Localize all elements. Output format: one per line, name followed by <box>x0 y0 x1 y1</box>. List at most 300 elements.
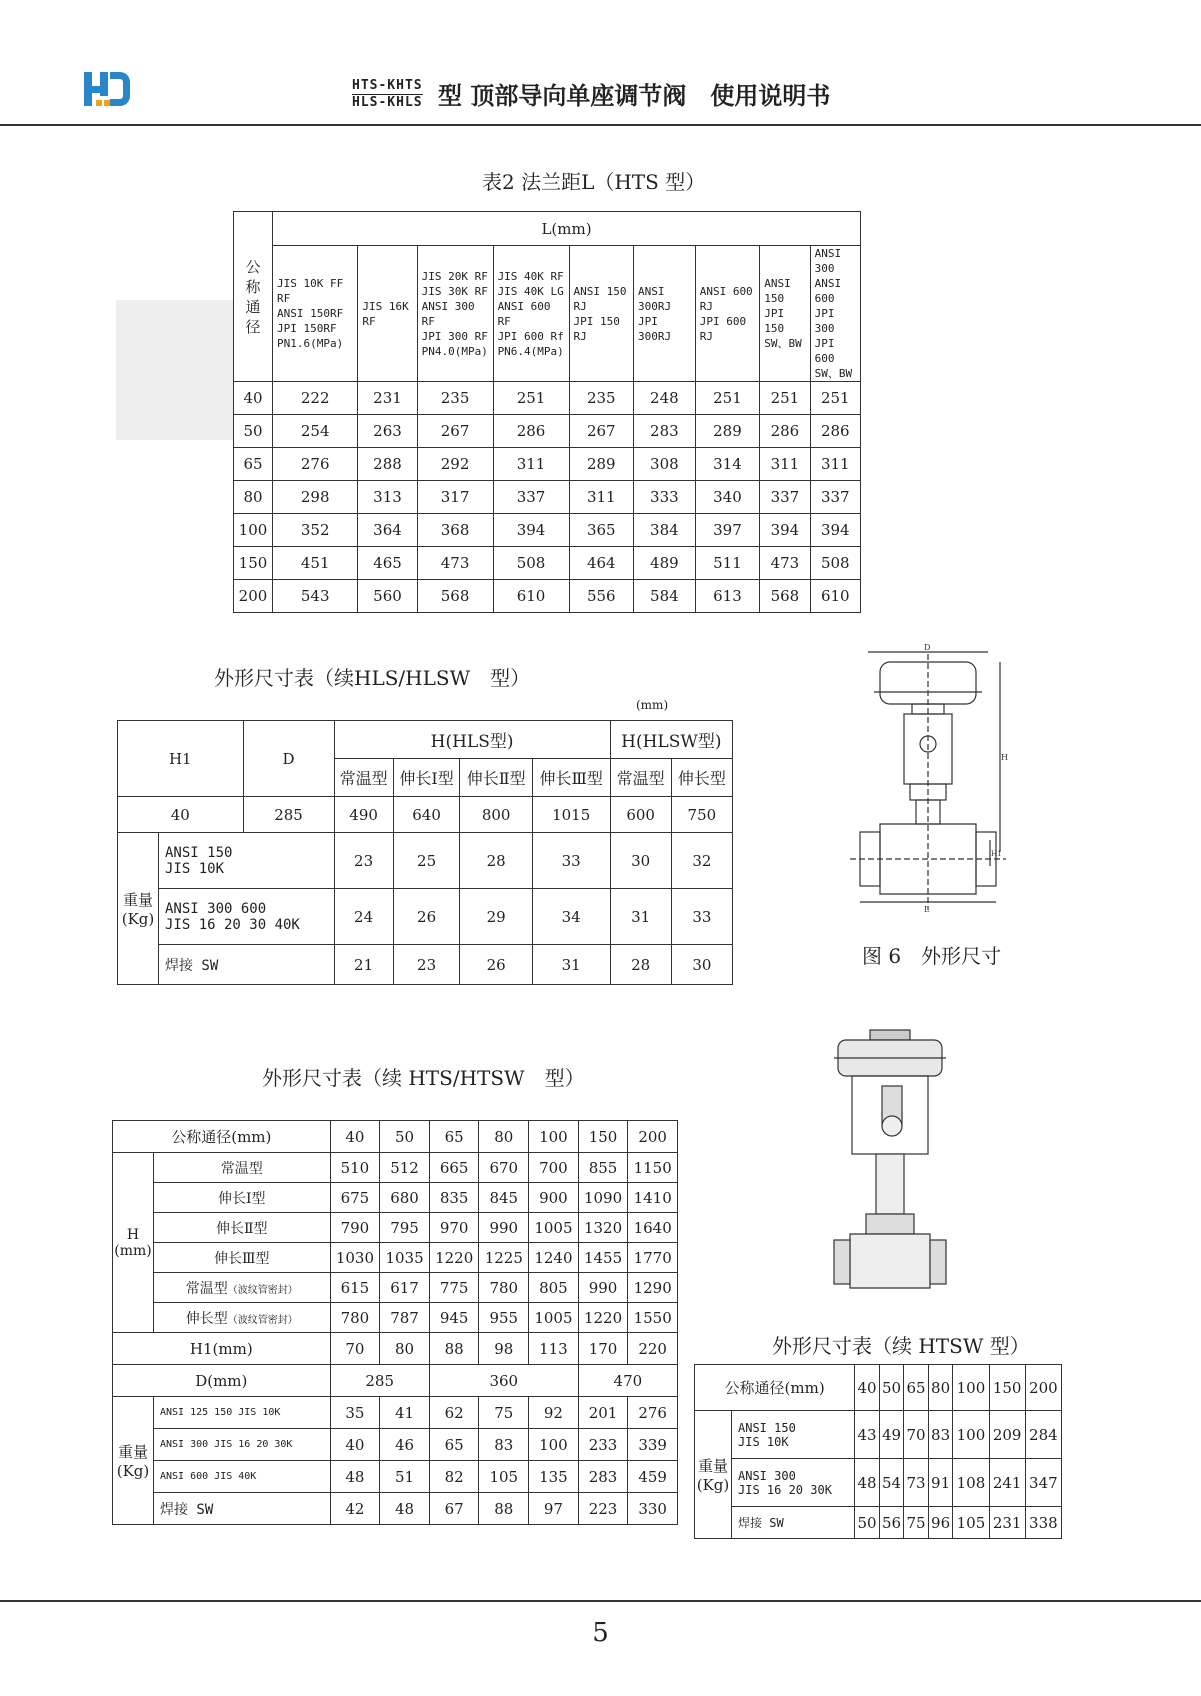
hts-size-cell: 150 <box>578 1121 628 1153</box>
t2-value-cell: 254 <box>273 415 358 448</box>
t2-column-header: ANSI 150 RJ JPI 150 RJ <box>569 246 634 382</box>
hts-h-value: 990 <box>479 1213 529 1243</box>
t2-value-cell: 337 <box>493 481 569 514</box>
table-row <box>234 415 861 448</box>
t2-value-cell: 286 <box>810 415 860 448</box>
t2-value-cell: 610 <box>493 580 569 613</box>
hls-subheader: 伸长型 <box>671 759 732 797</box>
hls-h1-header: H1 <box>118 721 244 797</box>
t2-column-header: JIS 10K FF RF ANSI 150RF JPI 150RF PN1.6(MPa) <box>273 246 358 382</box>
t2-column-header: ANSI 600 RJ JPI 600 RJ <box>695 246 760 382</box>
t2-value-cell: 263 <box>358 415 417 448</box>
table-row <box>113 1213 678 1243</box>
table-row <box>234 481 861 514</box>
t2-corner: 公称通径 <box>234 212 273 382</box>
t2-value-cell: 267 <box>569 415 634 448</box>
hts-h1-value: 220 <box>628 1333 678 1365</box>
hts-h1-value: 98 <box>479 1333 529 1365</box>
hts-d-label: D(mm) <box>113 1365 331 1397</box>
t2-value-cell: 292 <box>417 448 493 481</box>
page-title: 型 顶部导向单座调节阀 使用说明书 <box>438 82 831 110</box>
hts-h-value: 1550 <box>628 1303 678 1333</box>
t2-column-header: JIS 40K RF JIS 40K LG ANSI 600 RF JPI 600 Rf PN6.4(MPa) <box>493 246 569 382</box>
htsw-weight-value: 105 <box>953 1507 989 1539</box>
t2-size-cell: 150 <box>234 547 273 580</box>
hts-h-row-name: 伸长Ⅲ型 <box>214 1250 270 1267</box>
t2-value-cell: 394 <box>810 514 860 547</box>
hts-h-row-note: （波纹管密封） <box>227 1314 298 1326</box>
t2-value-cell: 286 <box>760 415 810 448</box>
htsw-weight-row-label: 焊接 SW <box>732 1507 855 1539</box>
hts-h-value: 1220 <box>429 1243 479 1273</box>
hts-weight-row-label: ANSI 125 150 JIS 10K <box>154 1397 331 1429</box>
hts-h-value: 675 <box>330 1183 380 1213</box>
hls-dim-cell: 600 <box>610 797 671 833</box>
table-row <box>695 1507 1062 1539</box>
hts-weight-value: 201 <box>578 1397 628 1429</box>
hlsw-group-header: H(HLSW型) <box>610 721 732 759</box>
hls-weight-value: 25 <box>393 833 460 889</box>
t2-value-cell: 340 <box>695 481 760 514</box>
hls-d-header: D <box>243 721 334 797</box>
hls-dim-cell: 490 <box>334 797 393 833</box>
t2-value-cell: 308 <box>634 448 696 481</box>
hts-size-cell: 65 <box>429 1121 479 1153</box>
header-divider <box>0 124 1201 126</box>
hts-h-value: 1770 <box>628 1243 678 1273</box>
hts-weight-value: 105 <box>479 1461 529 1493</box>
hts-weight-value: 42 <box>330 1493 380 1525</box>
t2-value-cell: 508 <box>493 547 569 580</box>
htsw-size-cell: 80 <box>928 1365 953 1411</box>
hts-size-cell: 80 <box>479 1121 529 1153</box>
company-logo <box>82 70 132 110</box>
htsw-weight-value: 49 <box>879 1411 904 1459</box>
t2-value-cell: 584 <box>634 580 696 613</box>
t2-column-header: ANSI 300 ANSI 600 JPI 300 JPI 600 SW、BW <box>810 246 860 382</box>
hts-weight-value: 135 <box>529 1461 579 1493</box>
hts-weight-value: 223 <box>578 1493 628 1525</box>
hts-d-value: 360 <box>429 1365 578 1397</box>
t2-size-cell: 40 <box>234 382 273 415</box>
htsw-weight-row-label: ANSI 150 JIS 10K <box>732 1411 855 1459</box>
hts-weight-row-label: 焊接 SW <box>154 1493 331 1525</box>
hls-table-caption: 外形尺寸表（续HLS/HLSW 型） <box>214 666 531 690</box>
table-row <box>113 1153 678 1183</box>
t2-column-header: JIS 16K RF <box>358 246 417 382</box>
t2-value-cell: 384 <box>634 514 696 547</box>
hts-h-row-name: 常温型 <box>220 1160 263 1177</box>
t2-value-cell: 365 <box>569 514 634 547</box>
hts-h-value: 855 <box>578 1153 628 1183</box>
t2-value-cell: 543 <box>273 580 358 613</box>
hts-h-value: 510 <box>330 1153 380 1183</box>
htsw-weight-value: 43 <box>855 1411 880 1459</box>
hts-nominal-label: 公称通径(mm) <box>113 1121 331 1153</box>
hts-weight-value: 83 <box>479 1429 529 1461</box>
hts-table-caption: 外形尺寸表（续 HTS/HTSW 型） <box>262 1066 585 1090</box>
table-row <box>113 1429 678 1461</box>
hts-h1-value: 70 <box>330 1333 380 1365</box>
hts-h-value: 1640 <box>628 1213 678 1243</box>
hls-dimension-table <box>117 720 733 985</box>
t2-value-cell: 473 <box>417 547 493 580</box>
hls-dim-cell: 750 <box>671 797 732 833</box>
hts-weight-value: 75 <box>479 1397 529 1429</box>
t2-value-cell: 311 <box>493 448 569 481</box>
htsw-size-cell: 100 <box>953 1365 989 1411</box>
hts-weight-value: 276 <box>628 1397 678 1429</box>
hts-h-value: 1240 <box>529 1243 579 1273</box>
htsw-weight-value: 108 <box>953 1459 989 1507</box>
hls-dim-cell: 800 <box>460 797 532 833</box>
t2-value-cell: 235 <box>569 382 634 415</box>
hts-h-value: 617 <box>380 1273 430 1303</box>
t2-value-cell: 283 <box>634 415 696 448</box>
t2-value-cell: 314 <box>695 448 760 481</box>
t2-value-cell: 464 <box>569 547 634 580</box>
hts-h-row-label <box>154 1243 331 1273</box>
htsw-weight-value: 91 <box>928 1459 953 1507</box>
table-row <box>234 448 861 481</box>
htsw-size-cell: 50 <box>879 1365 904 1411</box>
hts-h-value: 1290 <box>628 1273 678 1303</box>
hts-weight-value: 46 <box>380 1429 430 1461</box>
table-row <box>118 889 733 945</box>
hts-weight-value: 100 <box>529 1429 579 1461</box>
t2-value-cell: 235 <box>417 382 493 415</box>
hts-size-cell: 200 <box>628 1121 678 1153</box>
hts-h-value: 1030 <box>330 1243 380 1273</box>
hls-weight-value: 33 <box>671 889 732 945</box>
hls-weight-value: 21 <box>334 945 393 985</box>
htsw-weight-table <box>694 1364 1062 1539</box>
hts-h-value: 780 <box>479 1273 529 1303</box>
htsw-nominal-label: 公称通径(mm) <box>695 1365 855 1411</box>
table-row <box>695 1411 1062 1459</box>
t2-value-cell: 311 <box>810 448 860 481</box>
t2-value-cell: 489 <box>634 547 696 580</box>
t2-value-cell: 451 <box>273 547 358 580</box>
hls-group-header: H(HLS型) <box>334 721 610 759</box>
htsw-weight-value: 70 <box>904 1411 929 1459</box>
t2-size-cell: 100 <box>234 514 273 547</box>
t2-value-cell: 251 <box>493 382 569 415</box>
t2-value-cell: 610 <box>810 580 860 613</box>
hts-h-row-label <box>154 1183 331 1213</box>
htsw-weight-value: 209 <box>989 1411 1025 1459</box>
t2-value-cell: 394 <box>760 514 810 547</box>
hts-h-value: 900 <box>529 1183 579 1213</box>
t2-value-cell: 251 <box>695 382 760 415</box>
hts-h-row-label <box>154 1273 331 1303</box>
hts-h-value: 1005 <box>529 1213 579 1243</box>
t2-value-cell: 337 <box>760 481 810 514</box>
hts-h-value: 1410 <box>628 1183 678 1213</box>
hls-weight-value: 28 <box>610 945 671 985</box>
t2-value-cell: 288 <box>358 448 417 481</box>
table-row <box>234 514 861 547</box>
htsw-weight-value: 73 <box>904 1459 929 1507</box>
hts-weight-row-label: ANSI 600 JIS 40K <box>154 1461 331 1493</box>
hts-h-value: 1035 <box>380 1243 430 1273</box>
hts-h-value: 512 <box>380 1153 430 1183</box>
hts-weight-value: 65 <box>429 1429 479 1461</box>
dim-h1-label: H1 <box>991 850 1002 858</box>
htsw-weight-value: 284 <box>1025 1411 1061 1459</box>
hts-h-value: 787 <box>380 1303 430 1333</box>
hts-h-value: 1090 <box>578 1183 628 1213</box>
htsw-weight-value: 231 <box>989 1507 1025 1539</box>
table-row <box>113 1303 678 1333</box>
hts-weight-value: 283 <box>578 1461 628 1493</box>
hls-dim-cell: 640 <box>393 797 460 833</box>
hts-d-value: 285 <box>330 1365 429 1397</box>
t2-size-cell: 50 <box>234 415 273 448</box>
hls-dim-cell: 285 <box>243 797 334 833</box>
hts-weight-value: 92 <box>529 1397 579 1429</box>
table-row <box>118 945 733 985</box>
table-row <box>113 1397 678 1429</box>
hts-h-value: 795 <box>380 1213 430 1243</box>
t2-column-header: ANSI 150 JPI 150 SW、BW <box>760 246 810 382</box>
t2-value-cell: 313 <box>358 481 417 514</box>
htsw-size-cell: 40 <box>855 1365 880 1411</box>
hls-weight-value: 32 <box>671 833 732 889</box>
table2-caption: 表2 法兰距L（HTS 型） <box>482 170 706 194</box>
hts-h-row-name: 常温型 <box>185 1280 228 1297</box>
t2-value-cell: 311 <box>569 481 634 514</box>
hls-weight-value: 24 <box>334 889 393 945</box>
model-code-bottom: HLS-KHLS <box>352 95 423 110</box>
htsw-weight-value: 54 <box>879 1459 904 1507</box>
hls-weight-row-label: ANSI 150 JIS 10K <box>159 833 335 889</box>
flange-distance-table <box>233 211 861 613</box>
background-shade <box>116 300 234 440</box>
t2-size-cell: 200 <box>234 580 273 613</box>
hts-weight-value: 459 <box>628 1461 678 1493</box>
hts-weight-value: 82 <box>429 1461 479 1493</box>
hls-weight-value: 28 <box>460 833 532 889</box>
hts-weight-value: 35 <box>330 1397 380 1429</box>
table-row <box>234 580 861 613</box>
hls-weight-value: 33 <box>532 833 610 889</box>
t2-value-cell: 397 <box>695 514 760 547</box>
htsw-size-cell: 65 <box>904 1365 929 1411</box>
hts-h1-value: 113 <box>529 1333 579 1365</box>
htsw-weight-value: 241 <box>989 1459 1025 1507</box>
hls-weight-value: 26 <box>460 945 532 985</box>
hts-h-value: 1005 <box>529 1303 579 1333</box>
t2-value-cell: 394 <box>493 514 569 547</box>
hts-weight-value: 48 <box>380 1493 430 1525</box>
hts-h1-label: H1(mm) <box>113 1333 331 1365</box>
t2-value-cell: 298 <box>273 481 358 514</box>
hts-size-cell: 40 <box>330 1121 380 1153</box>
t2-value-cell: 560 <box>358 580 417 613</box>
hts-size-cell: 100 <box>529 1121 579 1153</box>
hts-dimension-table <box>112 1120 678 1525</box>
hls-subheader: 常温型 <box>610 759 671 797</box>
hts-weight-row-label: ANSI 300 JIS 16 20 30K <box>154 1429 331 1461</box>
hls-weight-value: 23 <box>393 945 460 985</box>
hts-weight-value: 51 <box>380 1461 430 1493</box>
page-number: 5 <box>592 1618 609 1648</box>
htsw-weight-value: 50 <box>855 1507 880 1539</box>
table-row <box>113 1273 678 1303</box>
t2-value-cell: 289 <box>569 448 634 481</box>
model-codes <box>352 78 423 111</box>
hts-h-value: 990 <box>578 1273 628 1303</box>
hls-weight-value: 30 <box>671 945 732 985</box>
hls-weight-value: 31 <box>610 889 671 945</box>
hts-h-label: H (mm) <box>113 1153 154 1333</box>
valve-outline-drawing <box>850 640 1010 930</box>
t2-size-cell: 80 <box>234 481 273 514</box>
t2-column-header: ANSI 300RJ JPI 300RJ <box>634 246 696 382</box>
htsw-weight-value: 56 <box>879 1507 904 1539</box>
hts-weight-value: 97 <box>529 1493 579 1525</box>
hts-h-value: 680 <box>380 1183 430 1213</box>
hts-h1-value: 80 <box>380 1333 430 1365</box>
hts-weight-value: 40 <box>330 1429 380 1461</box>
hts-h-value: 615 <box>330 1273 380 1303</box>
hts-h-value: 775 <box>429 1273 479 1303</box>
hts-h-value: 945 <box>429 1303 479 1333</box>
htsw-weight-value: 83 <box>928 1411 953 1459</box>
t2-value-cell: 248 <box>634 382 696 415</box>
htsw-weight-value: 100 <box>953 1411 989 1459</box>
t2-value-cell: 231 <box>358 382 417 415</box>
hts-h-value: 805 <box>529 1273 579 1303</box>
hts-h-row-label <box>154 1213 331 1243</box>
t2-value-cell: 568 <box>417 580 493 613</box>
hts-h-value: 790 <box>330 1213 380 1243</box>
hts-h-row-name: 伸长Ⅰ型 <box>218 1190 266 1207</box>
t2-size-cell: 65 <box>234 448 273 481</box>
hts-weight-label: 重量 (Kg) <box>113 1397 154 1525</box>
hts-h-value: 1320 <box>578 1213 628 1243</box>
htsw-weight-row-label: ANSI 300 JIS 16 20 30K <box>732 1459 855 1507</box>
table-row <box>113 1493 678 1525</box>
hts-weight-value: 67 <box>429 1493 479 1525</box>
hls-unit: (mm) <box>636 698 669 712</box>
htsw-weight-label: 重量 (Kg) <box>695 1411 732 1539</box>
hts-weight-value: 62 <box>429 1397 479 1429</box>
t2-value-cell: 568 <box>760 580 810 613</box>
hls-subheader: 伸长Ⅲ型 <box>532 759 610 797</box>
hts-h1-value: 88 <box>429 1333 479 1365</box>
t2-value-cell: 364 <box>358 514 417 547</box>
hls-weight-value: 31 <box>532 945 610 985</box>
t2-value-cell: 311 <box>760 448 810 481</box>
hls-subheader: 伸长Ⅱ型 <box>460 759 532 797</box>
hts-h-value: 1455 <box>578 1243 628 1273</box>
t2-value-cell: 286 <box>493 415 569 448</box>
dim-l-label: L <box>924 905 930 914</box>
t2-value-cell: 337 <box>810 481 860 514</box>
t2-value-cell: 465 <box>358 547 417 580</box>
hts-weight-value: 48 <box>330 1461 380 1493</box>
fig6-caption: 图 6 外形尺寸 <box>862 944 1002 968</box>
hts-h-value: 970 <box>429 1213 479 1243</box>
hls-weight-value: 30 <box>610 833 671 889</box>
t2-value-cell: 289 <box>695 415 760 448</box>
htsw-weight-value: 338 <box>1025 1507 1061 1539</box>
model-code-top: HTS-KHTS <box>352 78 423 93</box>
t2-value-cell: 352 <box>273 514 358 547</box>
htsw-table-caption: 外形尺寸表（续 HTSW 型） <box>772 1334 1030 1358</box>
hls-weight-row-label: 焊接 SW <box>159 945 335 985</box>
table-row <box>234 547 861 580</box>
t2-value-cell: 556 <box>569 580 634 613</box>
htsw-weight-value: 48 <box>855 1459 880 1507</box>
t2-value-cell: 317 <box>417 481 493 514</box>
hts-weight-value: 233 <box>578 1429 628 1461</box>
t2-value-cell: 333 <box>634 481 696 514</box>
t2-value-cell: 267 <box>417 415 493 448</box>
t2-value-cell: 511 <box>695 547 760 580</box>
hls-weight-value: 29 <box>460 889 532 945</box>
hts-h-row-label <box>154 1303 331 1333</box>
t2-value-cell: 222 <box>273 382 358 415</box>
hts-h-row-name: 伸长Ⅱ型 <box>216 1220 268 1237</box>
hls-weight-row-label: ANSI 300 600 JIS 16 20 30 40K <box>159 889 335 945</box>
hts-h-value: 1150 <box>628 1153 678 1183</box>
hts-d-value: 470 <box>578 1365 677 1397</box>
hls-weight-value: 26 <box>393 889 460 945</box>
htsw-size-cell: 150 <box>989 1365 1025 1411</box>
htsw-weight-value: 96 <box>928 1507 953 1539</box>
hls-weight-value: 23 <box>334 833 393 889</box>
table-row <box>113 1461 678 1493</box>
hts-h-row-label <box>154 1153 331 1183</box>
t2-value-cell: 473 <box>760 547 810 580</box>
t2-value-cell: 368 <box>417 514 493 547</box>
table-row <box>118 833 733 889</box>
hls-weight-value: 34 <box>532 889 610 945</box>
hls-subheader: 伸长Ⅰ型 <box>393 759 460 797</box>
footer-divider <box>0 1600 1201 1602</box>
table-row <box>234 382 861 415</box>
hts-h-value: 835 <box>429 1183 479 1213</box>
table-row <box>695 1459 1062 1507</box>
htsw-size-cell: 200 <box>1025 1365 1061 1411</box>
hts-h-value: 845 <box>479 1183 529 1213</box>
t2-column-header: JIS 20K RF JIS 30K RF ANSI 300 RF JPI 300 RF PN4.0(MPa) <box>417 246 493 382</box>
hts-h1-value: 170 <box>578 1333 628 1365</box>
dim-h-label: H <box>1001 753 1008 762</box>
table-row <box>113 1243 678 1273</box>
hts-weight-value: 88 <box>479 1493 529 1525</box>
hls-weight-label: 重量 (Kg) <box>118 833 159 985</box>
t2-unit-label: L(mm) <box>273 212 861 246</box>
hts-weight-value: 339 <box>628 1429 678 1461</box>
hts-h-value: 780 <box>330 1303 380 1333</box>
t2-value-cell: 613 <box>695 580 760 613</box>
hts-h-value: 1220 <box>578 1303 628 1333</box>
valve-photo-drawing <box>830 1026 950 1296</box>
hts-h-value: 700 <box>529 1153 579 1183</box>
hts-weight-value: 41 <box>380 1397 430 1429</box>
hts-h-value: 955 <box>479 1303 529 1333</box>
hts-h-row-note: （波纹管密封） <box>227 1284 298 1296</box>
htsw-weight-value: 347 <box>1025 1459 1061 1507</box>
hts-weight-value: 330 <box>628 1493 678 1525</box>
dim-d-label: D <box>924 643 931 652</box>
hts-h-row-name: 伸长型 <box>185 1310 228 1327</box>
hls-dim-cell: 1015 <box>532 797 610 833</box>
